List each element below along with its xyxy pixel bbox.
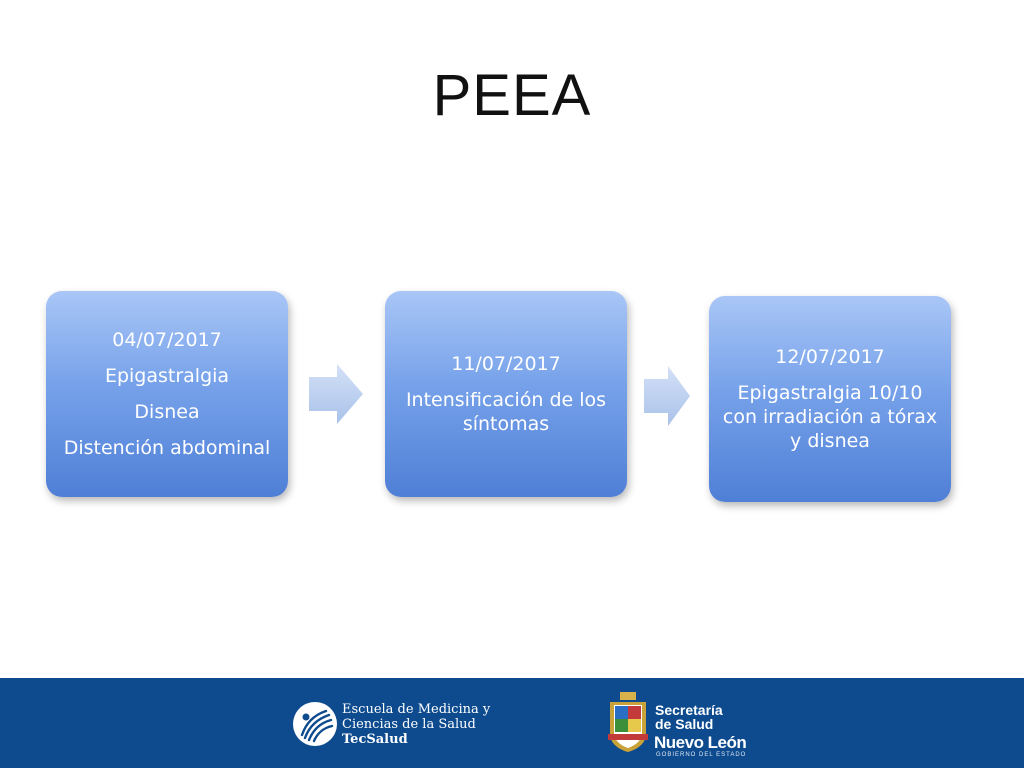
step-3-description: Epigastralgia 10/10 con irradiación a tórax y disnea: [722, 382, 938, 452]
step-1-symptom-2: Disnea: [134, 401, 200, 423]
step-1-symptom-3: Distención abdominal: [63, 437, 271, 459]
school-logo-text: [342, 702, 490, 747]
right-arrow-icon: [309, 364, 365, 424]
state-coat-of-arms-icon: [606, 690, 650, 756]
timeline-step-3: [709, 296, 951, 502]
slide-title: PEEA: [432, 63, 592, 128]
government-logo-title: [655, 703, 723, 731]
footer-bar: [0, 678, 1024, 768]
step-1-date: 04/07/2017: [112, 329, 222, 351]
school-logo-line-1: Escuela de Medicina y: [342, 702, 491, 717]
school-logo-line-2: Ciencias de la Salud: [342, 717, 476, 732]
step-1-symptom-1: Epigastralgia: [104, 365, 230, 387]
step-3-date: 12/07/2017: [775, 346, 885, 368]
government-logo-line-2: de Salud: [655, 716, 714, 732]
government-logo-state: Nuevo León: [654, 733, 747, 752]
step-2-date: 11/07/2017: [451, 353, 561, 375]
timeline-step-1: [46, 291, 288, 497]
timeline-step-2: [385, 291, 627, 497]
school-logo-line-3: TecSalud: [342, 732, 408, 747]
step-2-description: Intensificación de los síntomas: [405, 389, 607, 435]
tecsalud-emblem-icon: [292, 701, 338, 747]
government-logo-line-1: Secretaría: [655, 702, 723, 718]
right-arrow-icon: [644, 366, 692, 426]
government-logo-subtitle: GOBIERNO DEL ESTADO: [656, 752, 747, 758]
